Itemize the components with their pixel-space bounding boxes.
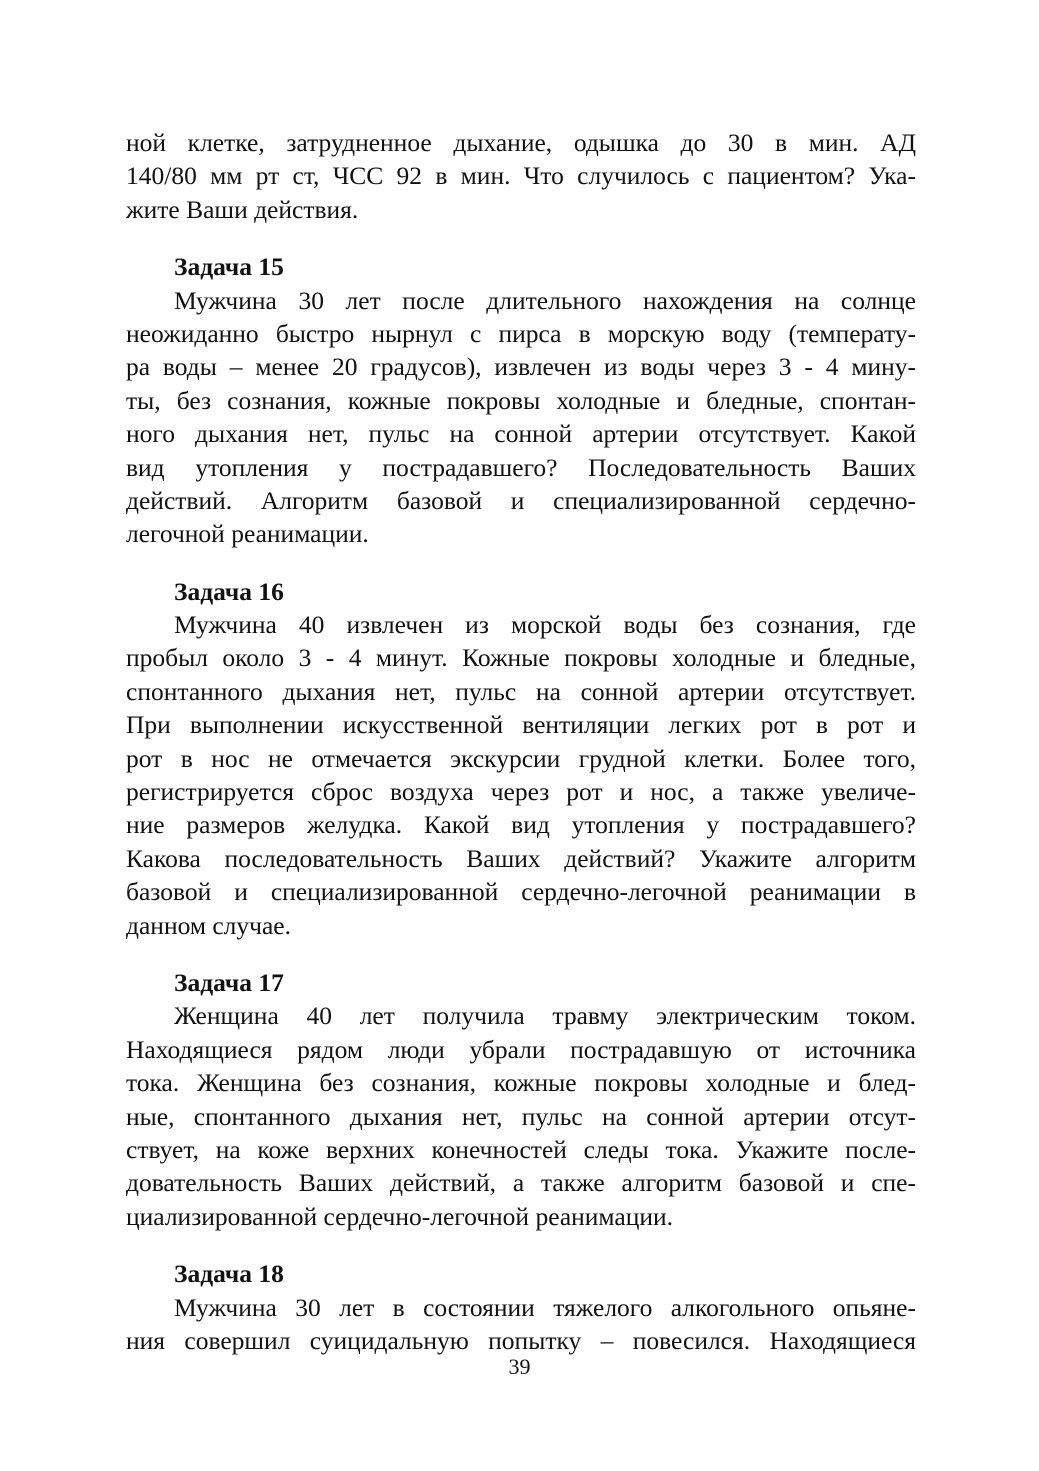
text-line: ра воды – менее 20 градусов), извлечен из воды через 3 - 4 мину-	[126, 352, 916, 382]
text-line: Какова последовательность Ваших действий? Укажите алгоритм	[126, 843, 916, 873]
page-number: 39	[508, 1354, 531, 1379]
text-line: ного дыхания нет, пульс на сонной артерии отсутствует. Какой	[126, 419, 916, 449]
text-line: вид утопления у пострадавшего? Последовательность Ваших	[126, 452, 916, 482]
text-line: ние размеров желудка. Какой вид утопления у пострадавшего?	[126, 810, 916, 840]
section-gap	[126, 1233, 916, 1257]
text-line: легочной реанимации.	[126, 519, 369, 549]
task-title: Задача 18	[174, 1259, 284, 1289]
text-line: базовой и специализированной сердечно-легочной реанимации в	[126, 877, 916, 907]
task-15	[126, 250, 916, 551]
text-line: 140/80 мм рт ст, ЧСС 92 в мин. Что случилось с пациентом? Ука-	[126, 161, 916, 191]
text-line: довательность Ваших действий, а также алгоритм базовой и спе-	[126, 1168, 916, 1198]
text-line: Мужчина 30 лет в состоянии тяжелого алкогольного опьяне-	[174, 1292, 916, 1322]
intro-paragraph	[126, 126, 916, 226]
task-title: Задача 17	[174, 967, 284, 997]
task-18	[126, 1257, 916, 1357]
task-title: Задача 16	[174, 576, 284, 606]
text-line: Женщина 40 лет получила травму электрическим током.	[174, 1001, 916, 1031]
text-line: спонтанного дыхания нет, пульс на сонной артерии отсутствует.	[126, 676, 916, 706]
text-line: ствует, на коже верхних конечностей следы тока. Укажите после-	[126, 1134, 916, 1164]
text-line: ты, без сознания, кожные покровы холодные и бледные, спонтан-	[126, 385, 916, 415]
text-line: тока. Женщина без сознания, кожные покровы холодные и блед-	[126, 1068, 916, 1098]
section-gap	[126, 551, 916, 575]
text-line: данном случае.	[126, 910, 291, 940]
text-line: ные, спонтанного дыхания нет, пульс на сонной артерии отсут-	[126, 1101, 916, 1131]
text-line: пробыл около 3 - 4 минут. Кожные покровы холодные и бледные,	[126, 643, 916, 673]
text-line: действий. Алгоритм базовой и специализированной сердечно-	[126, 485, 916, 515]
text-line: При выполнении искусственной вентиляции легких рот в рот и	[126, 710, 916, 740]
task-17	[126, 966, 916, 1233]
text-line: рот в нос не отмечается экскурсии грудной клетки. Более того,	[126, 743, 916, 773]
text-line: регистрируется сброс воздуха через рот и нос, а также увеличе-	[126, 777, 916, 807]
text-line: Мужчина 40 извлечен из морской воды без сознания, где	[174, 610, 916, 640]
page-body	[126, 126, 916, 1357]
section-gap	[126, 942, 916, 966]
section-gap	[126, 226, 916, 250]
task-16	[126, 575, 916, 942]
task-title: Задача 15	[174, 252, 284, 282]
text-line: жите Ваши действия.	[126, 194, 359, 224]
text-line: циализированной сердечно-легочной реанимации.	[126, 1201, 674, 1231]
text-line: Находящиеся рядом люди убрали пострадавшую от источника	[126, 1034, 916, 1064]
text-line: Мужчина 30 лет после длительного нахождения на солнце	[174, 285, 916, 315]
text-line: ной клетке, затрудненное дыхание, одышка до 30 в мин. АД	[126, 128, 916, 157]
text-line: ния совершил суицидальную попытку – повесился. Находящиеся	[126, 1325, 916, 1355]
text-line: неожиданно быстро нырнул с пирса в морскую воду (температу-	[126, 318, 916, 348]
